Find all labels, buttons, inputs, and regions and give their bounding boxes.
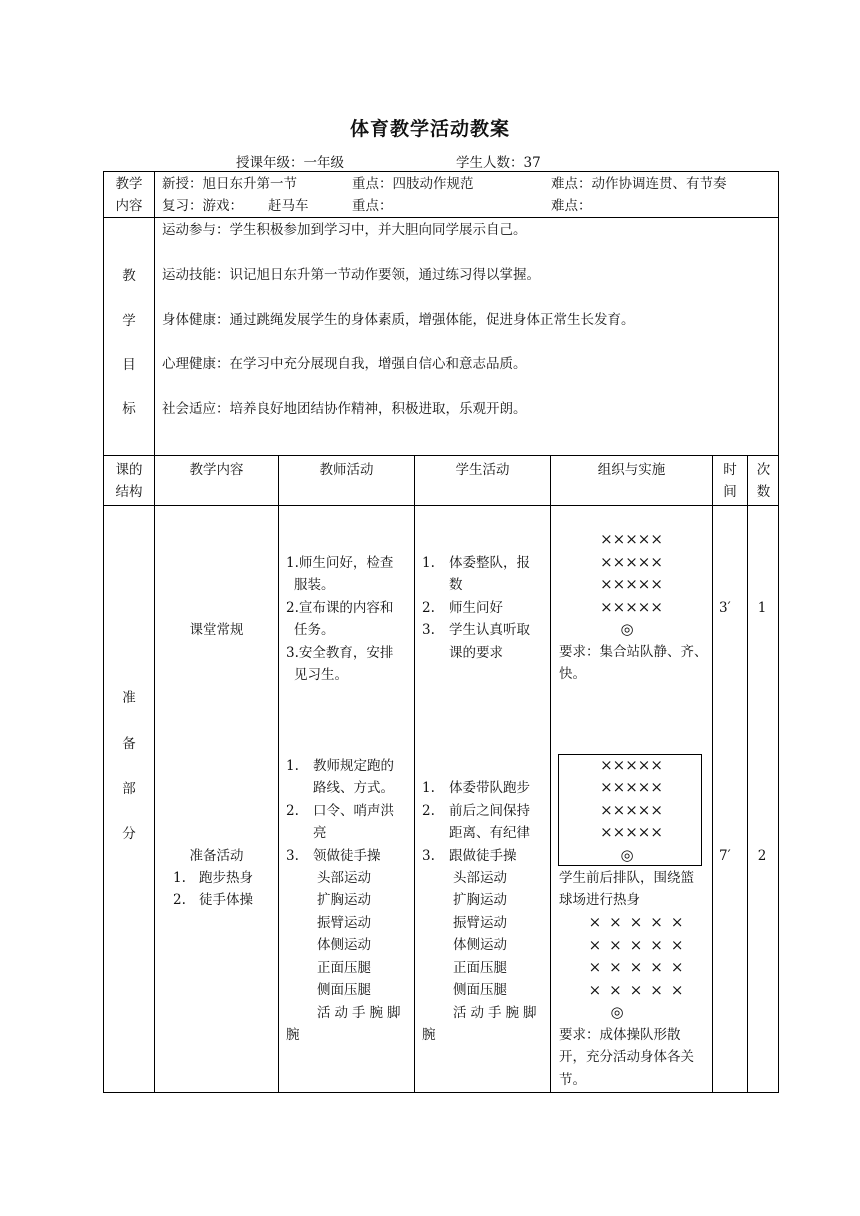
grade-label: 授课年级：一年级 <box>236 155 344 171</box>
new-topic: 新授：旭日东升第一节 <box>162 176 297 192</box>
col-divider <box>278 455 279 1093</box>
formation-row: ××××× <box>600 530 663 548</box>
teacher-activity-item: 2. 口令、哨声洪 <box>286 803 394 819</box>
section-label: 分 <box>122 826 136 842</box>
teacher-activity-item: 路线、方式。 <box>313 780 394 796</box>
formation-row: ××××× <box>588 936 692 954</box>
key-point: 重点：四肢动作规范 <box>352 176 474 192</box>
student-exercise: 振臂运动 <box>453 915 507 931</box>
goal-item: 心理健康：在学习中充分展现自我，增强自信心和意志品质。 <box>162 356 527 372</box>
student-activity-item: 1. 体委整队，报 <box>422 555 530 571</box>
content-row-label: 内容 <box>115 198 143 214</box>
col-divider <box>747 455 748 1093</box>
student-activity-item: 2. 师生问好 <box>422 600 503 616</box>
student-exercise: 侧面压腿 <box>453 982 507 998</box>
formation-row: ××××× <box>600 823 663 841</box>
teacher-exercise: 扩胸运动 <box>317 892 371 908</box>
teacher-activity-item: 任务。 <box>294 622 335 638</box>
student-exercise: 正面压腿 <box>453 960 507 976</box>
goals-label: 目 <box>122 357 136 373</box>
student-activity-item: 2. 前后之间保持 <box>422 803 530 819</box>
warmup-title: 准备活动 <box>189 848 244 864</box>
student-activity-item: 3. 跟做徒手操 <box>422 848 517 864</box>
difficulty: 难点：动作协调连贯、有节奏 <box>551 176 727 192</box>
teacher-activity-item: 见习生。 <box>294 667 348 683</box>
teacher-position-icon: ◎ <box>610 1003 624 1021</box>
student-activity-item: 课的要求 <box>449 645 503 661</box>
teacher-activity-item: 3. 领做徒手操 <box>286 848 381 864</box>
warmup-note: 球场进行热身 <box>559 892 640 908</box>
routine-content: 课堂常规 <box>189 622 244 638</box>
warmup-item: 1. 跑步热身 <box>173 870 253 886</box>
goal-item: 身体健康：通过跳绳发展学生的身体素质，增强体能，促进身体正常生长发育。 <box>162 312 635 328</box>
page-title: 体育教学活动教案 <box>349 118 510 140</box>
section-label: 准 <box>122 690 136 706</box>
col-header-count: 次 <box>756 462 771 478</box>
row-divider <box>103 505 779 506</box>
student-activity-item: 3. 学生认真听取 <box>422 622 530 638</box>
goal-item: 社会适应：培养良好地团结协作精神，积极进取，乐观开朗。 <box>162 401 527 417</box>
warmup-count: 2 <box>757 848 767 864</box>
teacher-exercise: 头部运动 <box>317 870 371 886</box>
section-label: 部 <box>122 781 136 797</box>
routine-count: 1 <box>757 600 767 616</box>
formation-row: ××××× <box>600 801 663 819</box>
section-label: 备 <box>122 736 136 752</box>
warmup-item: 2. 徒手体操 <box>173 892 253 908</box>
col-header-time: 时 <box>723 462 737 478</box>
teacher-exercise: 正面压腿 <box>317 960 371 976</box>
student-exercise: 活动手腕脚 <box>453 1005 541 1021</box>
teacher-activity-item: 服装。 <box>294 577 335 593</box>
warmup-time: 7′ <box>719 848 731 864</box>
teacher-activity-item: 1.师生问好，检查 <box>286 555 394 571</box>
col-header-time: 间 <box>723 484 737 500</box>
student-activity-item: 距离、有纪律 <box>449 825 530 841</box>
formation-row: ××××× <box>588 913 692 931</box>
routine-requirement: 快。 <box>559 666 586 682</box>
student-activity-item: 1. 体委带队跑步 <box>422 780 530 796</box>
formation-row: ××××× <box>600 553 663 571</box>
content-row-label: 教学 <box>115 176 143 192</box>
teacher-exercise: 活动手腕脚 <box>317 1005 405 1021</box>
formation-row: ××××× <box>588 981 692 999</box>
formation-row: ××××× <box>600 778 663 796</box>
warmup-note: 学生前后排队，围绕篮 <box>559 870 694 886</box>
formation-row: ××××× <box>600 575 663 593</box>
goals-label: 教 <box>122 268 136 284</box>
student-exercise: 扩胸运动 <box>453 892 507 908</box>
teacher-exercise-tail: 腕 <box>286 1027 300 1043</box>
row-divider <box>103 455 779 456</box>
col-divider <box>414 455 415 1093</box>
col-header-student: 学生活动 <box>455 462 510 478</box>
student-exercise: 头部运动 <box>453 870 507 886</box>
student-activity-item: 数 <box>449 577 463 593</box>
formation-row: ××××× <box>600 598 663 616</box>
col-header-organization: 组织与实施 <box>597 462 666 478</box>
warmup-requirement: 要求：成体操队形散 <box>559 1027 681 1043</box>
review-difficulty: 难点： <box>551 198 592 214</box>
col-header-count: 数 <box>756 484 771 500</box>
teacher-activity-item: 1. 教师规定跑的 <box>286 758 394 774</box>
review-topic: 复习：游戏： <box>162 198 243 214</box>
routine-requirement: 要求：集合站队静、齐、 <box>559 644 708 660</box>
col-header-teacher: 教师活动 <box>319 462 374 478</box>
teacher-activity-item: 2.宣布课的内容和 <box>286 600 394 616</box>
teacher-exercise: 体侧运动 <box>317 937 371 953</box>
col-divider <box>712 455 713 1093</box>
formation-row: ××××× <box>588 958 692 976</box>
goal-item: 运动参与：学生积极参加到学习中，并大胆向同学展示自己。 <box>162 222 527 238</box>
teacher-exercise: 侧面压腿 <box>317 982 371 998</box>
formation-row: ××××× <box>600 756 663 774</box>
teacher-position-icon: ◎ <box>620 846 634 864</box>
review-key-point: 重点： <box>352 198 393 214</box>
goals-label: 标 <box>122 401 136 417</box>
goal-item: 运动技能：识记旭日东升第一节动作要领，通过练习得以掌握。 <box>162 267 540 283</box>
review-game: 赶马车 <box>268 198 309 214</box>
warmup-requirement: 开，充分活动身体各关 <box>559 1049 694 1065</box>
teacher-position-icon: ◎ <box>620 620 634 638</box>
teacher-activity-item: 亮 <box>313 825 327 841</box>
col-header-structure: 课的 <box>115 462 143 478</box>
col-header-content: 教学内容 <box>189 462 244 478</box>
student-exercise: 体侧运动 <box>453 937 507 953</box>
teacher-exercise: 振臂运动 <box>317 915 371 931</box>
goals-label: 学 <box>122 313 136 329</box>
warmup-requirement: 节。 <box>559 1072 586 1088</box>
row-divider <box>103 217 779 218</box>
student-count-label: 学生人数：37 <box>456 155 541 171</box>
routine-time: 3′ <box>719 600 731 616</box>
teacher-activity-item: 3.安全教育，安排 <box>286 645 394 661</box>
student-exercise-tail: 腕 <box>422 1027 436 1043</box>
col-header-structure: 结构 <box>115 484 143 500</box>
